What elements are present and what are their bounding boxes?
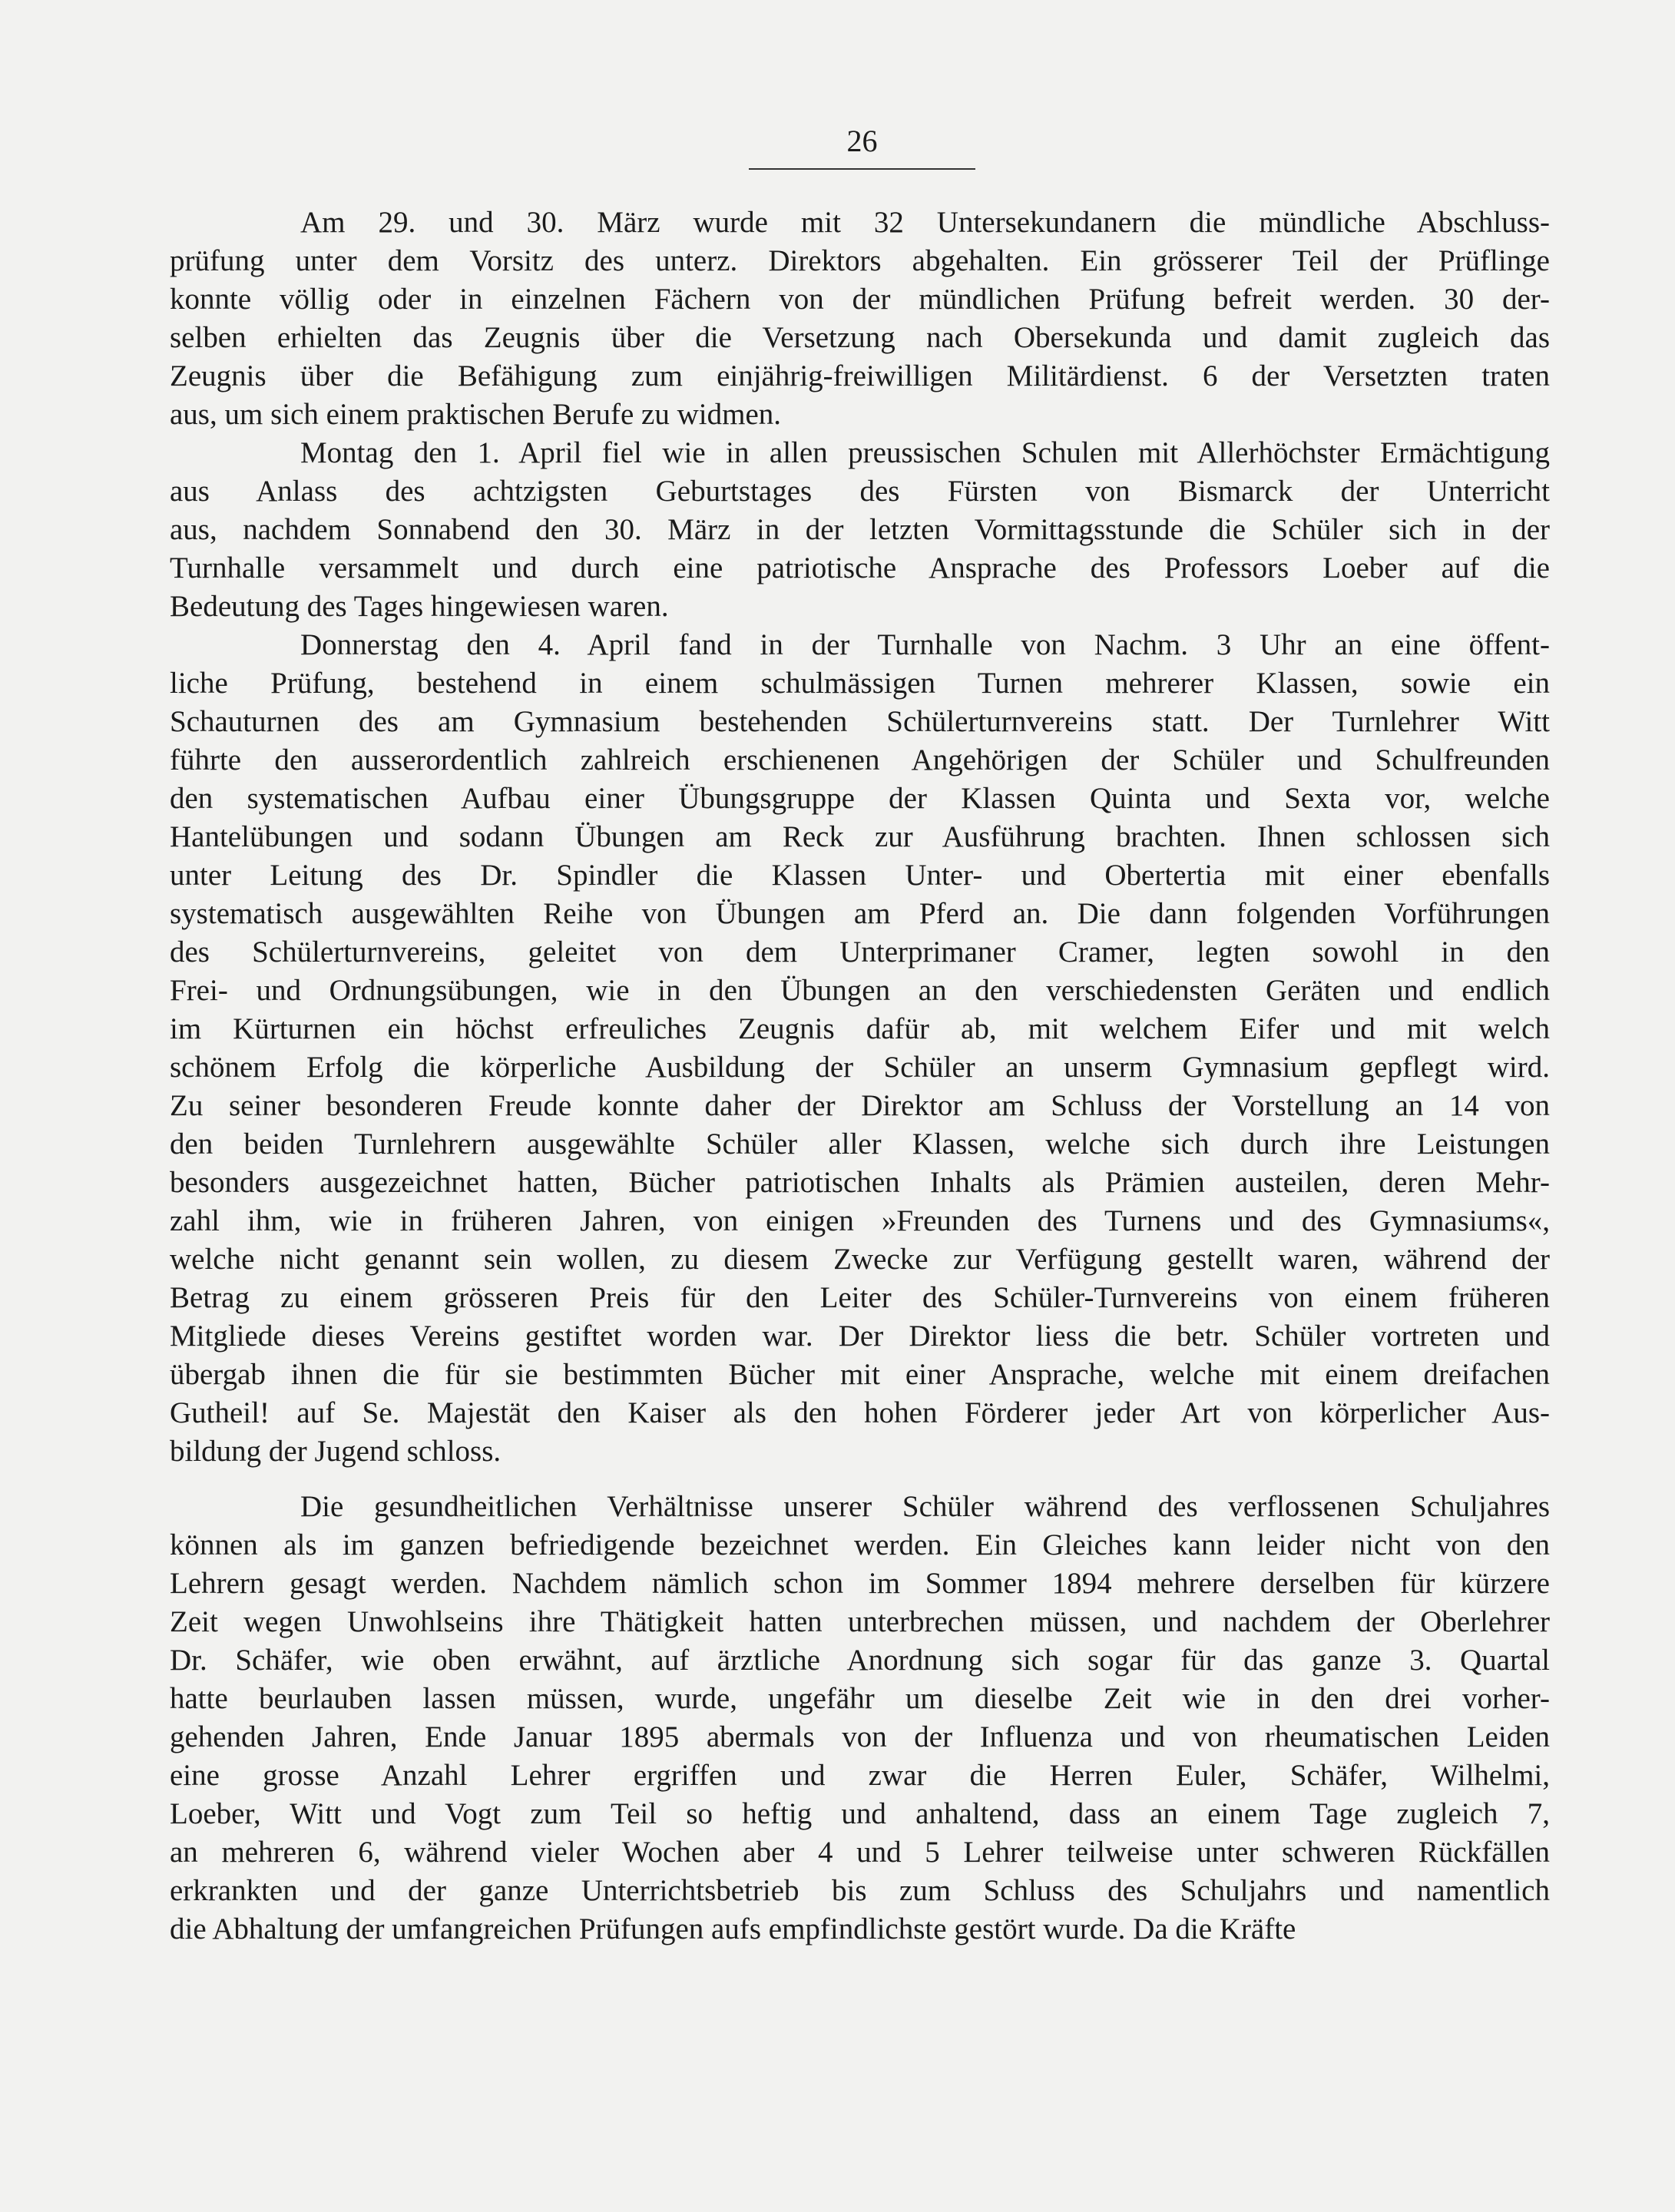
text-line: besonders ausgezeichnet hatten, Bücher patriotischen Inhalts als Prämien austeilen, deren Mehr- xyxy=(170,1166,1550,1199)
text-line: schönem Erfolg die körperliche Ausbildung der Schüler an unserm Gymnasium gepflegt wird. xyxy=(170,1051,1550,1084)
page-number: 26 xyxy=(846,124,878,158)
text-line: Turnhalle versammelt und durch eine patriotische Ansprache des Professors Loeber auf die xyxy=(170,551,1550,584)
text-line: systematisch ausgewählten Reihe von Übungen am Pferd an. Die dann folgenden Vorführungen xyxy=(170,897,1550,930)
paragraph xyxy=(170,626,1550,1471)
text-line: den beiden Turnlehrern ausgewählte Schüler aller Klassen, welche sich durch ihre Leistungen xyxy=(170,1128,1550,1161)
text-line: aus, nachdem Sonnabend den 30. März in der letzten Vormittagsstunde die Schüler sich in der xyxy=(170,513,1550,546)
text-line: können als im ganzen befriedigende bezeichnet werden. Ein Gleiches kann leider nicht von den xyxy=(170,1528,1550,1561)
text-line: den systematischen Aufbau einer Übungsgruppe der Klassen Quinta und Sexta vor, welche xyxy=(170,782,1550,815)
page-number-rule xyxy=(749,168,975,170)
text-line: des Schülerturnvereins, geleitet von dem Unterprimaner Cramer, legten sowohl in den xyxy=(170,935,1550,969)
text-line: hatte beurlauben lassen müssen, wurde, ungefähr um dieselbe Zeit wie in den drei vorher- xyxy=(170,1682,1550,1715)
text-line: übergab ihnen die für sie bestimmten Bücher mit einer Ansprache, welche mit einem dreifachen xyxy=(170,1358,1550,1391)
text-line: unter Leitung des Dr. Spindler die Klassen Unter- und Obertertia mit einer ebenfalls xyxy=(170,859,1550,892)
text-line: Dr. Schäfer, wie oben erwähnt, auf ärztliche Anordnung sich sogar für das ganze 3. Quartal xyxy=(170,1644,1550,1677)
text-line: Donnerstag den 4. April fand in der Turnhalle von Nachm. 3 Uhr an eine öffent- xyxy=(300,628,1550,661)
text-line: Lehrern gesagt werden. Nachdem nämlich schon im Sommer 1894 mehrere derselben für kürzere xyxy=(170,1567,1550,1600)
text-line: Zu seiner besonderen Freude konnte daher der Direktor am Schluss der Vorstellung an 14 von xyxy=(170,1089,1550,1122)
text-line: Betrag zu einem grösseren Preis für den Leiter des Schüler-Turnvereins von einem früheren xyxy=(170,1281,1550,1314)
paragraph xyxy=(170,1488,1550,1949)
paragraph xyxy=(170,204,1550,434)
text-line: aus Anlass des achtzigsten Geburtstages des Fürsten von Bismarck der Unterricht xyxy=(170,475,1550,508)
text-line: Zeugnis über die Befähigung zum einjährig-freiwilligen Militärdienst. 6 der Versetzten traten xyxy=(170,359,1550,392)
text-line: zahl ihm, wie in früheren Jahren, von einigen »Freunden des Turnens und des Gymnasiums«, xyxy=(170,1204,1550,1237)
text-line: liche Prüfung, bestehend in einem schulmässigen Turnen mehrerer Klassen, sowie ein xyxy=(170,667,1550,700)
text-line: Am 29. und 30. März wurde mit 32 Untersekundanern die mündliche Abschluss- xyxy=(300,206,1550,239)
text-line: gehenden Jahren, Ende Januar 1895 abermals von der Influenza und von rheumatischen Leiden xyxy=(170,1720,1550,1753)
text-line: Die gesundheitlichen Verhältnisse unserer Schüler während des verflossenen Schuljahres xyxy=(300,1490,1550,1523)
text-line: erkrankten und der ganze Unterrichtsbetrieb bis zum Schluss des Schuljahrs und namentlich xyxy=(170,1874,1550,1907)
text-line: führte den ausserordentlich zahlreich erschienenen Angehörigen der Schüler und Schulfreunden xyxy=(170,743,1550,777)
body-text xyxy=(170,204,1550,1949)
text-line: im Kürturnen ein höchst erfreuliches Zeugnis dafür ab, mit welchem Eifer und mit welch xyxy=(170,1012,1550,1045)
text-line: Gutheil! auf Se. Majestät den Kaiser als den hohen Förderer jeder Art von körperlicher Aus- xyxy=(170,1396,1550,1429)
paragraph-gap xyxy=(170,1471,1550,1488)
text-line: Zeit wegen Unwohlseins ihre Thätigkeit hatten unterbrechen müssen, und nachdem der Oberlehrer xyxy=(170,1605,1550,1638)
text-line: welche nicht genannt sein wollen, zu diesem Zwecke zur Verfügung gestellt waren, während der xyxy=(170,1243,1550,1276)
text-line: selben erhielten das Zeugnis über die Versetzung nach Obersekunda und damit zugleich das xyxy=(170,321,1550,354)
text-line: konnte völlig oder in einzelnen Fächern von der mündlichen Prüfung befreit werden. 30 der- xyxy=(170,283,1550,316)
text-line: Loeber, Witt und Vogt zum Teil so heftig und anhaltend, dass an einem Tage zugleich 7, xyxy=(170,1797,1550,1830)
text-line: an mehreren 6, während vieler Wochen aber 4 und 5 Lehrer teilweise unter schweren Rückfällen xyxy=(170,1836,1550,1869)
text-line: Frei- und Ordnungsübungen, wie in den Übungen an den verschiedensten Geräten und endlich xyxy=(170,974,1550,1007)
text-line: Schauturnen des am Gymnasium bestehenden Schülerturnvereins statt. Der Turnlehrer Witt xyxy=(170,705,1550,738)
text-line: Hantelübungen und sodann Übungen am Reck zur Ausführung brachten. Ihnen schlossen sich xyxy=(170,820,1550,853)
text-line: prüfung unter dem Vorsitz des unterz. Direktors abgehalten. Ein grösserer Teil der Prüflinge xyxy=(170,244,1550,277)
text-line: eine grosse Anzahl Lehrer ergriffen und zwar die Herren Euler, Schäfer, Wilhelmi, xyxy=(170,1759,1550,1792)
text-line: Montag den 1. April fiel wie in allen preussischen Schulen mit Allerhöchster Ermächtigung xyxy=(300,436,1550,469)
text-line: Mitgliede dieses Vereins gestiftet worden war. Der Direktor liess die betr. Schüler vortreten und xyxy=(170,1320,1550,1353)
text-line: die Abhaltung der umfangreichen Prüfungen aufs empfindlichste gestört wurde. Da die Kräfte xyxy=(170,1912,1296,1945)
text-line: bildung der Jugend schloss. xyxy=(170,1435,502,1468)
text-line: Bedeutung des Tages hingewiesen waren. xyxy=(170,590,669,623)
paragraph xyxy=(170,434,1550,626)
text-line: aus, um sich einem praktischen Berufe zu widmen. xyxy=(170,398,782,431)
